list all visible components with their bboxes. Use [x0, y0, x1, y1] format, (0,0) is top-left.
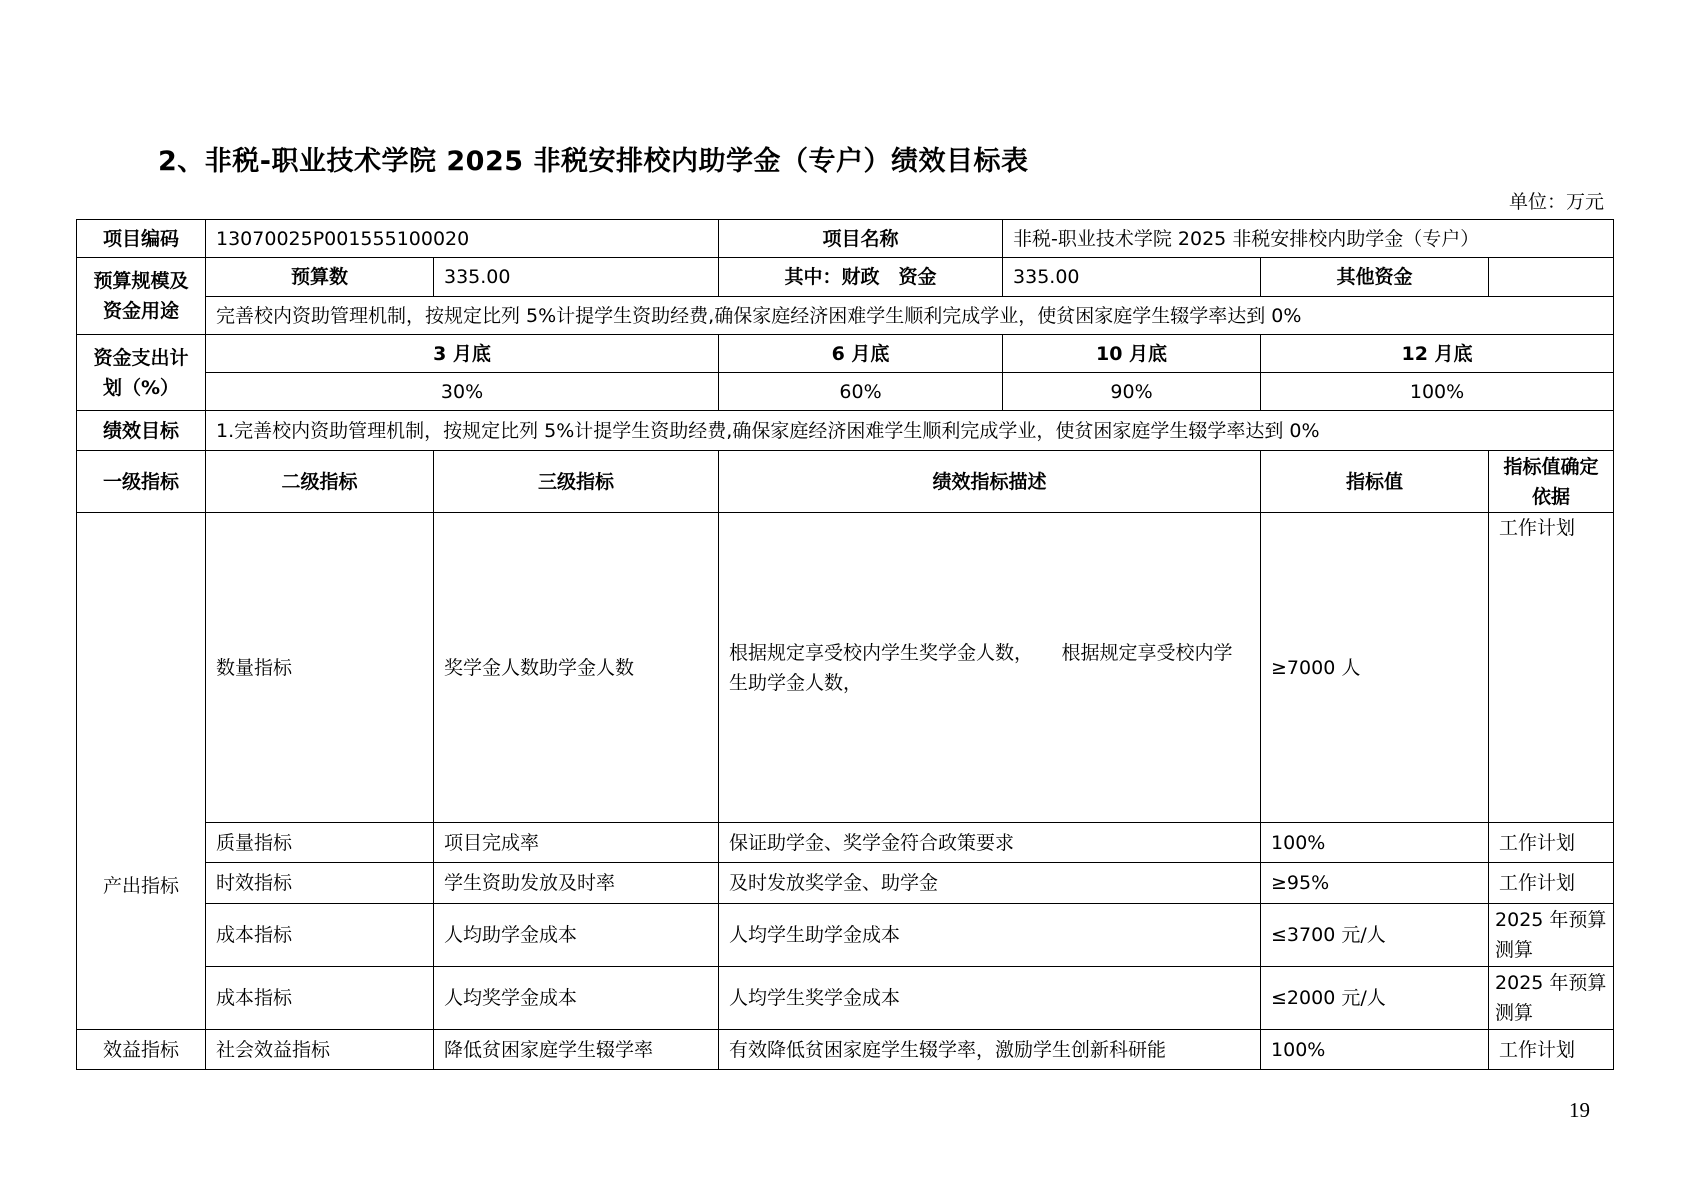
- header-level1: 一级指标: [77, 451, 206, 513]
- row-basis: 2025 年预算测算: [1489, 904, 1614, 967]
- plan-period-label: 12 月底: [1261, 335, 1614, 373]
- project-code-value: 13070025P001555100020: [206, 220, 719, 258]
- header-level2: 二级指标: [206, 451, 434, 513]
- plan-header-row: [77, 335, 1614, 373]
- plan-value-row: [77, 373, 1614, 411]
- group-output: 产出指标: [77, 513, 206, 1030]
- table-row: [77, 904, 1614, 967]
- plan-period-value: 60%: [719, 373, 1003, 411]
- unit-label: 单位：万元: [1508, 191, 1604, 213]
- row-basis: 工作计划: [1489, 513, 1614, 823]
- page-title: 2、非税-职业技术学院 2025 非税安排校内助学金（专户）绩效目标表: [158, 146, 1029, 177]
- row-description: 人均学生助学金成本: [719, 904, 1261, 967]
- row-level2: 质量指标: [206, 823, 434, 863]
- budget-other-value: [1489, 258, 1614, 297]
- row-level3: 人均奖学金成本: [434, 967, 719, 1030]
- row-level3: 人均助学金成本: [434, 904, 719, 967]
- plan-period-value: 100%: [1261, 373, 1614, 411]
- header-level3: 三级指标: [434, 451, 719, 513]
- row-basis: 2025 年预算测算: [1489, 967, 1614, 1030]
- row-level3: 降低贫困家庭学生辍学率: [434, 1030, 719, 1070]
- project-name-label: 项目名称: [719, 220, 1003, 258]
- group-benefit: 效益指标: [77, 1030, 206, 1070]
- plan-period-label: 3 月底: [206, 335, 719, 373]
- row-value: 100%: [1261, 1030, 1489, 1070]
- project-code-label: 项目编码: [77, 220, 206, 258]
- table-row: [77, 823, 1614, 863]
- goal-text: 1.完善校内资助管理机制，按规定比列 5%计提学生资助经费,确保家庭经济困难学生顺利完成学业，使贫困家庭学生辍学率达到 0%: [206, 411, 1614, 451]
- table-row: [77, 863, 1614, 904]
- header-value: 指标值: [1261, 451, 1489, 513]
- row-description: 有效降低贫困家庭学生辍学率，激励学生创新科研能: [719, 1030, 1261, 1070]
- project-row: [77, 220, 1614, 258]
- row-value: 100%: [1261, 823, 1489, 863]
- row-basis: 工作计划: [1489, 1030, 1614, 1070]
- row-description: 保证助学金、奖学金符合政策要求: [719, 823, 1261, 863]
- indicator-header-row: [77, 451, 1614, 513]
- goal-row: [77, 411, 1614, 451]
- budget-row: [77, 258, 1614, 297]
- budget-label: 预算规模及资金用途: [77, 258, 206, 335]
- row-level2: 时效指标: [206, 863, 434, 904]
- goal-label: 绩效目标: [77, 411, 206, 451]
- row-level3: 项目完成率: [434, 823, 719, 863]
- row-level2: 成本指标: [206, 904, 434, 967]
- row-level2: 数量指标: [206, 513, 434, 823]
- budget-other-label: 其他资金: [1261, 258, 1489, 297]
- row-value: ≥95%: [1261, 863, 1489, 904]
- row-level2: 成本指标: [206, 967, 434, 1030]
- budget-finance-value: 335.00: [1003, 258, 1261, 297]
- header-basis: 指标值确定依据: [1489, 451, 1614, 513]
- row-description: 人均学生奖学金成本: [719, 967, 1261, 1030]
- project-name-value: 非税-职业技术学院 2025 非税安排校内助学金（专户）: [1003, 220, 1614, 258]
- row-description: 根据规定享受校内学生奖学金人数， 根据规定享受校内学生助学金人数，: [719, 513, 1261, 823]
- row-level3: 奖学金人数助学金人数: [434, 513, 719, 823]
- plan-period-value: 30%: [206, 373, 719, 411]
- plan-label: 资金支出计划（%）: [77, 335, 206, 411]
- budget-amount-value: 335.00: [434, 258, 719, 297]
- plan-period-label: 6 月底: [719, 335, 1003, 373]
- row-description: 及时发放奖学金、助学金: [719, 863, 1261, 904]
- table-row: [77, 1030, 1614, 1070]
- row-basis: 工作计划: [1489, 823, 1614, 863]
- page-number: 19: [1569, 1098, 1590, 1122]
- row-basis: 工作计划: [1489, 863, 1614, 904]
- row-value: ≤3700 元/人: [1261, 904, 1489, 967]
- row-value: ≥7000 人: [1261, 513, 1489, 823]
- budget-usage-row: [77, 297, 1614, 335]
- budget-usage: 完善校内资助管理机制，按规定比列 5%计提学生资助经费,确保家庭经济困难学生顺利完成学业，使贫困家庭学生辍学率达到 0%: [206, 297, 1614, 335]
- budget-finance-label: 其中：财政 资金: [719, 258, 1003, 297]
- budget-amount-label: 预算数: [206, 258, 434, 297]
- row-level2: 社会效益指标: [206, 1030, 434, 1070]
- plan-period-value: 90%: [1003, 373, 1261, 411]
- row-level3: 学生资助发放及时率: [434, 863, 719, 904]
- row-value: ≤2000 元/人: [1261, 967, 1489, 1030]
- plan-period-label: 10 月底: [1003, 335, 1261, 373]
- table-row: [77, 967, 1614, 1030]
- header-description: 绩效指标描述: [719, 451, 1261, 513]
- table-row: [77, 513, 1614, 823]
- performance-table: [76, 219, 1614, 1070]
